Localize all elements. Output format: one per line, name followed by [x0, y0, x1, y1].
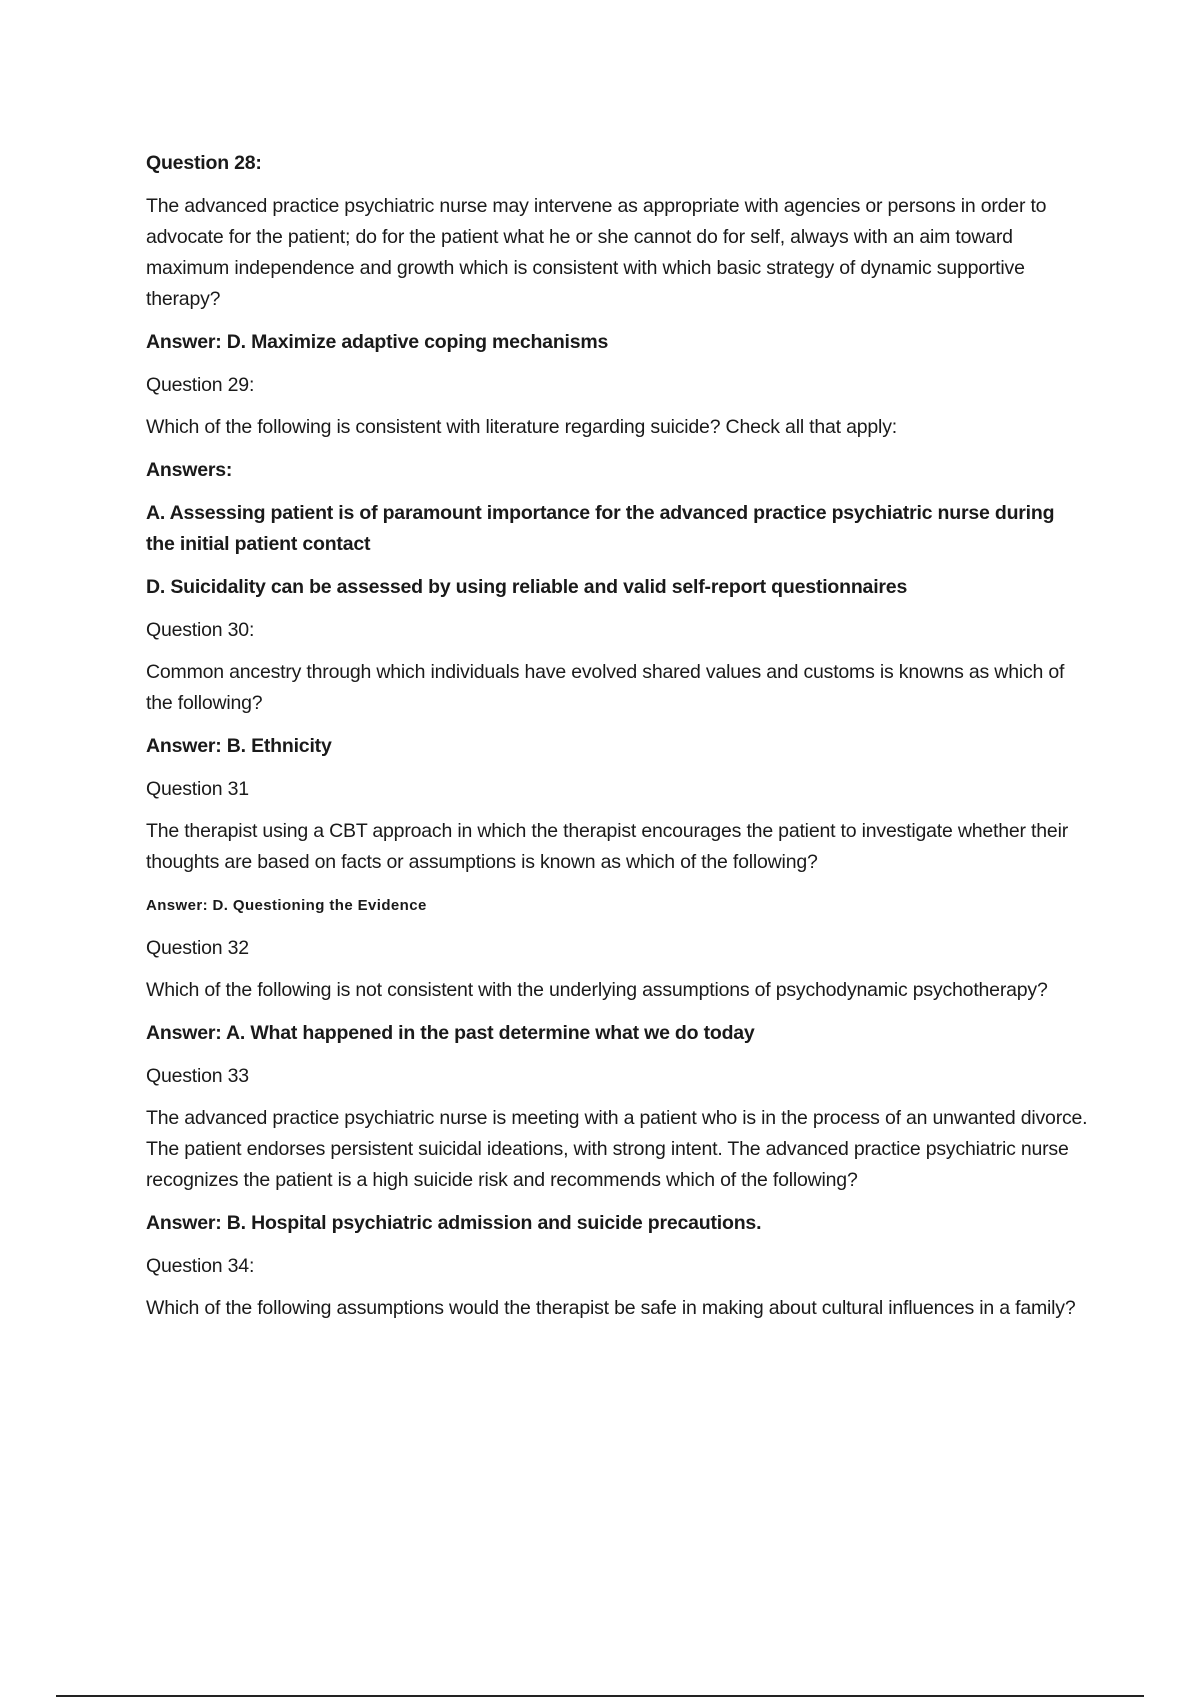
- question-29-label: Question 29:: [146, 374, 255, 396]
- question-30-label: Question 30:: [146, 619, 255, 641]
- question-28-answer: Answer: D. Maximize adaptive coping mechanisms: [146, 331, 609, 353]
- question-32-answer: Answer: A. What happened in the past determine what we do today: [146, 1022, 755, 1044]
- question-34-label: Question 34:: [146, 1255, 255, 1277]
- question-29-text: Which of the following is consistent with literature regarding suicide? Check all that apply:: [146, 416, 897, 438]
- question-33-answer: Answer: B. Hospital psychiatric admission and suicide precautions.: [146, 1212, 762, 1234]
- footer-divider: [56, 1695, 1144, 1697]
- question-30-text: Common ancestry through which individuals have evolved shared values and customs is knowns as which of the following?: [146, 661, 1065, 714]
- question-31-answer: Answer: D. Questioning the Evidence: [146, 897, 427, 914]
- question-29-answer-d: D. Suicidality can be assessed by using reliable and valid self-report questionnaires: [146, 576, 908, 598]
- question-29-answer-a: A. Assessing patient is of paramount importance for the advanced practice psychiatric nurse during the initial patient contact: [146, 502, 1055, 555]
- question-31-text: The therapist using a CBT approach in which the therapist encourages the patient to investigate whether their thoughts are based on facts or assumptions is known as which of the following?: [146, 820, 1068, 873]
- question-31-label: Question 31: [146, 778, 249, 800]
- question-33-label: Question 33: [146, 1065, 249, 1087]
- question-28-text: The advanced practice psychiatric nurse may intervene as appropriate with agencies or persons in order to advocate for the patient; do for the patient what he or she cannot do for self, always with an aim toward maximum independence and growth which is consistent with which basic strategy of dynamic supportive therapy?: [146, 195, 1047, 310]
- question-32-label: Question 32: [146, 937, 249, 959]
- document-content: [146, 148, 1088, 1336]
- question-34-text: Which of the following assumptions would the therapist be safe in making about cultural influences in a family?: [146, 1297, 1076, 1319]
- question-33-text: The advanced practice psychiatric nurse is meeting with a patient who is in the process of an unwanted divorce. The patient endorses persistent suicidal ideations, with strong intent. The advanced practice psychiatric nurse recognizes the patient is a high suicide risk and recommends which of the following?: [146, 1107, 1088, 1191]
- question-32-text: Which of the following is not consistent with the underlying assumptions of psychodynamic psychotherapy?: [146, 979, 1048, 1001]
- question-28-heading: Question 28:: [146, 152, 262, 174]
- question-29-answers-heading: Answers:: [146, 459, 233, 481]
- question-30-answer: Answer: B. Ethnicity: [146, 735, 332, 757]
